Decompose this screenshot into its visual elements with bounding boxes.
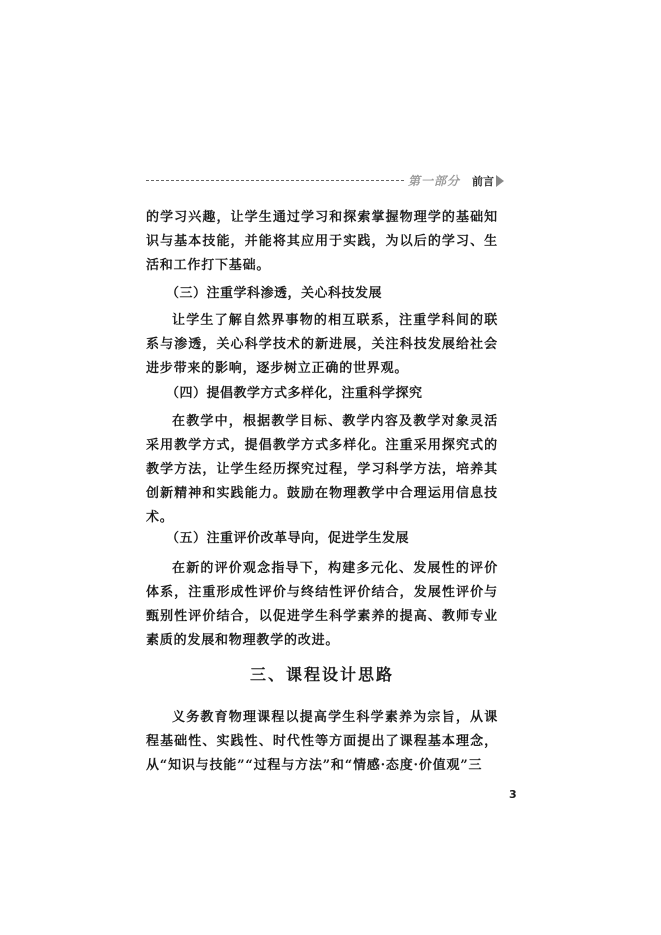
paragraph: 义务教育物理课程以提高学生科学素养为宗旨，从课程基础性、实践性、时代性等方面提出了课程基本理念，从“知识与技能”“过程与方法”和“情感·态度·价值观”三 (146, 710, 498, 773)
triangle-arrow-icon (496, 175, 504, 187)
paragraph: 让学生了解自然界事物的相互联系，注重学科间的联系与渗透，关心科学技术的新进展，关注科技发展给社会进步带来的影响，逐步树立正确的世界观。 (146, 313, 498, 376)
section-title: 三、课程设计思路 (249, 665, 394, 684)
body-text-block-3 (146, 410, 498, 530)
subheading: （三）注重学科渗透，关心科技发展 (166, 286, 383, 301)
header-rule (146, 180, 404, 181)
header-section-label: 前言 (472, 175, 494, 188)
running-header (146, 172, 506, 190)
body-text-block-1 (146, 206, 498, 278)
body-text-block-4 (146, 557, 498, 653)
body-text-block-5 (146, 706, 498, 778)
subheading-block (146, 384, 498, 404)
page-number: 3 (509, 788, 517, 801)
body-text-block-2 (146, 309, 498, 381)
subheading: （五）注重评价改革导向，促进学生发展 (166, 531, 410, 546)
subheading-block (146, 284, 498, 304)
paragraph: 在新的评价观念指导下，构建多元化、发展性的评价体系，注重形成性评价与终结性评价结合，发展性评价与甄别性评价结合，以促进学生科学素养的提高、教师专业素质的发展和物理教学的改进。 (146, 561, 498, 648)
paragraph: 在教学中，根据教学目标、教学内容及教学对象灵活采用教学方式，提倡教学方式多样化。注重采用探究式的教学方法，让学生经历探究过程，学习科学方法，培养其创新精神和实践能力。鼓励在物理教学中合理运用信息技术。 (146, 414, 498, 525)
subheading-block (146, 529, 498, 549)
paragraph: 的学习兴趣，让学生通过学习和探索掌握物理学的基础知识与基本技能，并能将其应用于实践，为以后的学习、生活和工作打下基础。 (146, 210, 498, 273)
header-part-label: 第一部分 (408, 174, 461, 188)
subheading: （四）提倡教学方式多样化，注重科学探究 (166, 386, 423, 401)
